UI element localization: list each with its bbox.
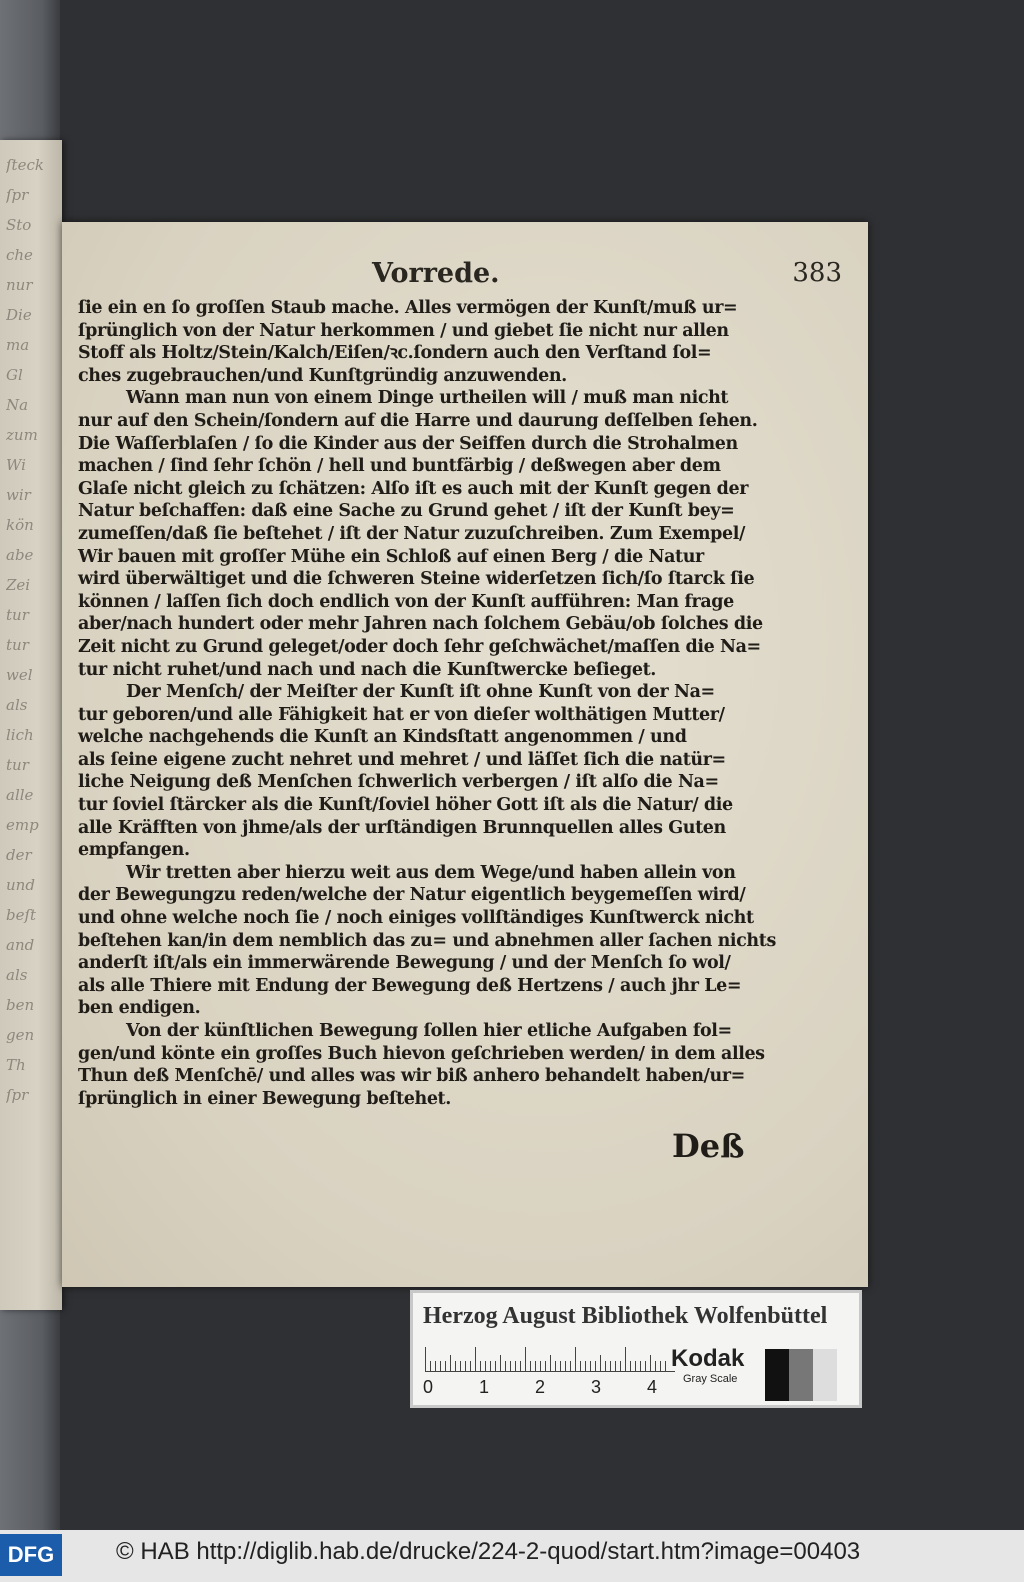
facing-page-fragment: ſpr (6, 186, 29, 204)
ruler-tick (495, 1361, 496, 1371)
ruler-tick (445, 1361, 446, 1371)
ruler-tick (450, 1355, 451, 1371)
ruler-tick (645, 1361, 646, 1371)
ruler-tick (630, 1361, 631, 1371)
ruler-tick (465, 1361, 466, 1371)
facing-page-edge (0, 140, 62, 1310)
facing-page-fragment: emp (6, 816, 39, 834)
text-line: der Bewegungzu reden/welche der Natur eigentlich beygemeſſen wird/ (78, 885, 746, 906)
ruler-tick (580, 1361, 581, 1371)
facing-page-fragment: tur (6, 636, 29, 654)
ruler-tick (560, 1361, 561, 1371)
ruler-label: 0 (423, 1377, 434, 1397)
ruler-tick (485, 1361, 486, 1371)
facing-page-fragment: gen (6, 1026, 35, 1044)
text-line: aber/nach hundert oder mehr Jahren nach ſolchem Gebäu/ob ſolches die (78, 614, 763, 635)
gray-swatch-mid (789, 1349, 813, 1401)
facing-page-fragment: Die (6, 306, 32, 324)
facing-page-fragment: alle (6, 786, 34, 804)
text-line: Zeit nicht zu Grund geleget/oder doch ſehr geſchwächet/maſſen die Na= (78, 636, 761, 657)
text-line: anderſt iſt/als ein immerwärende Bewegung / und der Menſch ſo wol/ (78, 953, 731, 974)
text-line: ches zugebrauchen/und Kunſtgründig anzuwenden. (78, 365, 567, 386)
ruler-tick (540, 1361, 541, 1371)
library-name: Herzog August Bibliothek Wolfenbüttel (423, 1303, 828, 1329)
dfg-logo: DFG (0, 1534, 62, 1576)
ruler-tick (530, 1361, 531, 1371)
facing-page-fragment: Th (6, 1056, 26, 1074)
ruler-tick (460, 1361, 461, 1371)
facing-page-fragment: Zei (6, 576, 31, 594)
ruler-tick (660, 1361, 661, 1371)
facing-page-fragment: ma (6, 336, 30, 354)
ruler-tick (475, 1347, 476, 1371)
gray-swatch-light (813, 1349, 837, 1401)
facing-page-fragment: Sto (6, 216, 32, 234)
ruler-tick (570, 1361, 571, 1371)
facing-page-fragment: tur (6, 756, 29, 774)
text-line: ſprünglich von der Natur herkommen / und giebet ſie nicht nur allen (78, 320, 729, 341)
text-line: alle Kräfften von jhme/als der urſtändigen Brunnquellen alles Guten (78, 817, 726, 838)
ruler-tick (575, 1347, 576, 1371)
text-line: ſprünglich in einer Bewegung beſtehet. (78, 1088, 451, 1109)
facing-page-fragment: abe (6, 546, 34, 564)
text-line: Stoff als Holtz/Stein/Kalch/Eiſen/ꝛc.ſondern auch den Verſtand ſol= (78, 343, 712, 364)
facing-page-fragment: tur (6, 606, 29, 624)
text-line: ben endigen. (78, 998, 201, 1019)
ruler-tick (505, 1361, 506, 1371)
text-line: beſtehen kan/in dem nemblich das zu= und abnehmen aller ſachen nichts (78, 930, 776, 951)
text-line: Natur beſchaffen: daß eine Sache zu Grund gehet / iſt der Kunſt bey= (78, 501, 735, 522)
ruler-tick (455, 1361, 456, 1371)
ruler-tick (665, 1361, 666, 1371)
text-line: Thun deß Menſchē/ und alles was wir biß anhero behandelt haben/ur= (78, 1066, 745, 1087)
color-target-card (410, 1290, 862, 1408)
ruler-tick (440, 1361, 441, 1371)
facing-page-fragment: als (6, 966, 28, 984)
ruler-tick (425, 1347, 426, 1371)
ruler-tick (610, 1361, 611, 1371)
facing-page-fragment: kön (6, 516, 34, 534)
ruler-label: 3 (591, 1377, 602, 1397)
text-line: können / laſſen ſich doch endlich von der Kunſt aufführen: Man frage (78, 591, 734, 612)
ruler-tick (620, 1361, 621, 1371)
text-line: gen/und könte ein groſſes Buch hievon geſchrieben werden/ in dem alles (78, 1043, 765, 1064)
text-line: zumeſſen/daß ſie beſtehet / iſt der Natur zuzuſchreiben. Zum Exempel/ (78, 523, 745, 544)
facing-page-fragment: ſpr (6, 1086, 29, 1104)
ruler-tick (510, 1361, 511, 1371)
text-line: als alle Thiere mit Endung der Bewegung deß Hertzens / auch jhr Le= (78, 975, 742, 996)
ruler-tick (490, 1361, 491, 1371)
ruler-tick (430, 1361, 431, 1371)
text-line: empfangen. (78, 840, 190, 861)
ruler-tick (640, 1361, 641, 1371)
scale-ruler (425, 1345, 675, 1372)
ruler-tick (480, 1361, 481, 1371)
ruler-label: 4 (647, 1377, 658, 1397)
ruler-label: 1 (479, 1377, 490, 1397)
text-line: und ohne welche noch ſie / noch einiges vollſtändiges Kunſtwerck nicht (78, 908, 754, 929)
ruler-tick (595, 1361, 596, 1371)
facing-page-fragment: che (6, 246, 33, 264)
facing-page-fragment: beſt (6, 906, 37, 924)
ruler-tick (550, 1355, 551, 1371)
text-line: tur geboren/und alle Fähigkeit hat er von dieſer wolthätigen Mutter/ (78, 704, 725, 725)
text-line: nur auf den Schein/ſondern auf die Harre und daurung deſſelben ſehen. (78, 410, 758, 431)
ruler-tick (565, 1361, 566, 1371)
ruler-tick (500, 1355, 501, 1371)
ruler-tick (555, 1361, 556, 1371)
ruler-tick (585, 1361, 586, 1371)
facing-page-fragment: Wi (6, 456, 26, 474)
ruler-tick (470, 1361, 471, 1371)
text-line: als ſeine eigene zucht nehret und mehret / und läſſet ſich die natür= (78, 749, 726, 770)
facing-page-fragment: der (6, 846, 32, 864)
facing-page-fragment: and (6, 936, 35, 954)
facing-page-fragment: nur (6, 276, 33, 294)
text-line: Glaſe nicht gleich zu ſchätzen: Alſo iſt es auch mit der Kunſt gegen der (78, 478, 749, 499)
facing-page-fragment: Na (6, 396, 29, 414)
footer-bar (0, 1530, 1024, 1582)
catchword: Deß (672, 1127, 745, 1165)
text-line: Wir tretten aber hierzu weit aus dem Wege/und haben allein von (126, 862, 736, 883)
text-line: tur ſoviel ſtärcker als die Kunſt/ſoviel höher Gott iſt als die Natur/ die (78, 795, 733, 816)
facing-page-fragment: als (6, 696, 28, 714)
text-line: Wir bauen mit groſſer Mühe ein Schloß auf einen Berg / die Natur (78, 546, 704, 567)
ruler-tick (535, 1361, 536, 1371)
text-line: ſie ein en ſo groſſen Staub mache. Alles vermögen der Kunſt/muß ur= (78, 298, 738, 318)
ruler-tick (525, 1347, 526, 1371)
ruler-tick (650, 1355, 651, 1371)
facing-page-fragment: wir (6, 486, 31, 504)
ruler-tick (605, 1361, 606, 1371)
ruler-label: 2 (535, 1377, 546, 1397)
text-line: tur nicht ruhet/und nach und nach die Kunſtwercke beſieget. (78, 659, 656, 680)
body-text (78, 297, 776, 1110)
ruler-tick (600, 1355, 601, 1371)
book-page (62, 222, 868, 1287)
facing-page-fragment: Gl (6, 366, 23, 384)
facing-page-fragment: wel (6, 666, 33, 684)
ruler-tick (655, 1361, 656, 1371)
text-line: wird überwältiget und die ſchweren Steine widerſetzen ſich/ſo ſtarck ſie (78, 569, 755, 590)
text-line: welche nachgehends die Kunſt an Kindsſtatt angenommen / und (78, 727, 687, 748)
running-header (372, 258, 842, 298)
ruler-tick (625, 1347, 626, 1371)
source-credit-link[interactable]: © HAB http://diglib.hab.de/drucke/224-2-quod/start.htm?image=00403 (116, 1538, 861, 1565)
page-number: 383 (792, 258, 842, 288)
ruler-tick (635, 1361, 636, 1371)
ruler-tick (545, 1361, 546, 1371)
ruler-tick (615, 1361, 616, 1371)
ruler-tick (435, 1361, 436, 1371)
facing-page-fragment: lich (6, 726, 34, 744)
facing-page-fragment: zum (6, 426, 38, 444)
gray-scale-label: Gray Scale (683, 1373, 738, 1385)
kodak-logo: Kodak (671, 1345, 745, 1372)
ruler-tick (590, 1361, 591, 1371)
facing-page-fragment: ben (6, 996, 35, 1014)
facing-page-fragment: ſteck (6, 156, 44, 174)
text-line: machen / ſind ſehr ſchön / hell und buntfärbig / deßwegen aber dem (78, 456, 721, 477)
gray-swatch-dark (765, 1349, 789, 1401)
ruler-tick (515, 1361, 516, 1371)
text-line: Die Waſſerblaſen / ſo die Kinder aus der Seiffen durch die Strohalmen (78, 433, 738, 454)
text-line: Von der künſtlichen Bewegung ſollen hier etliche Aufgaben fol= (126, 1021, 732, 1041)
text-line: Der Menſch/ der Meiſter der Kunſt iſt ohne Kunſt von der Na= (126, 682, 715, 703)
facing-page-fragment: und (6, 876, 35, 894)
text-line: liche Neigung deß Menſchen ſchwerlich verbergen / iſt alſo die Na= (78, 772, 719, 793)
text-line: Wann man nun von einem Dinge urtheilen will / muß man nicht (126, 388, 729, 409)
header-title: Vorrede. (372, 258, 500, 289)
ruler-tick (520, 1361, 521, 1371)
